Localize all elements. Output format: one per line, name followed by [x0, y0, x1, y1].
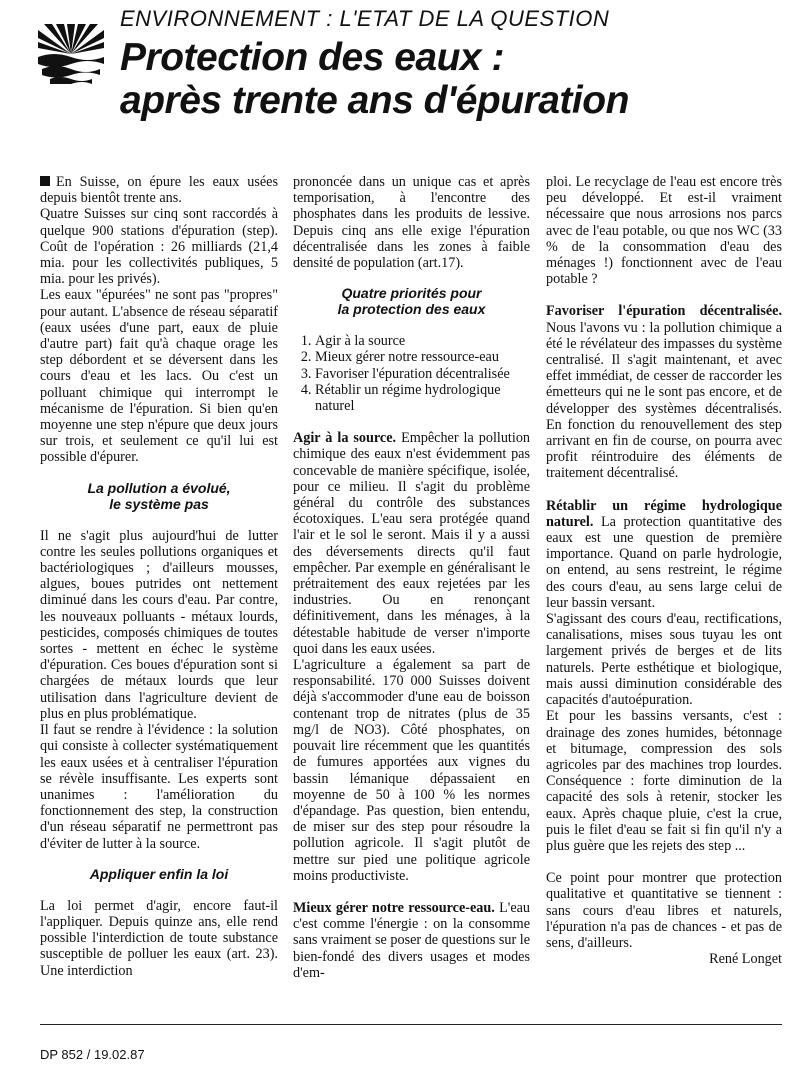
paragraph: L'agriculture a également sa part de responsabilité. 170 000 Suisses doivent déjà s'accommoder d'une eau de boisson contenant trop de nitrates (plus de 35 mg/l de NO3). Côté phosphates, on pouvait lire récemment que les quantités de fumures apportées aux vignes du bassin lémanique dépassaient en moyenne de 50 à 100 % les normes d'épandage. Pas question, bien entendu, de miser sur des step pour résoudre la pollution agricole. Il s'agit plutôt de mettre sur pied une politique agricole moins productiviste. [293, 657, 530, 884]
intro-paragraph: En Suisse, on épure les eaux usées depuis bientôt trente ans. [40, 174, 278, 207]
paragraph: Favoriser l'épuration décentralisée. Nous l'avons vu : la pollution chimique a été le révélateur des impasses du système centralisé. Il s'agit maintenant, et avec effet immédiat, de cesser de raccorder les émetteurs qui ne le sont pas encore, et de développer des systèmes décentralisés. En fonction du renouvellement des step arrivant en fin de course, on pourra avec profit réintroduire des éléments de traitement décentralisé. [546, 303, 782, 482]
paragraph: Il ne s'agit plus aujourd'hui de lutter contre les seules pollutions organiques et bactériologiques ; d'ailleurs mousses, algues, boues putrides ont nettement diminué dans les cours d'eau. Par contre, les nouveaux polluants - métaux lourds, pesticides, composés chimiques de toutes sortes - mettent en échec le système d'épuration. Ces boues d'épuration sont si chargées de métaux lourds que leur utilisation dans l'agriculture devient de plus en plus problématique. [40, 527, 278, 722]
article-title [120, 36, 629, 122]
list-item: 3. Favoriser l'épuration décentralisée [315, 366, 530, 382]
paragraph: S'agissant des cours d'eau, rectifications, canalisations, mises sous tuyau les ont largement privés de berges et de lits naturels. Perte esthétique et biologique, mais aussi diminution considérable des capacités d'autoépuration. [546, 611, 782, 709]
list-item: 2. Mieux gérer notre ressource-eau [315, 349, 530, 365]
paragraph: Agir à la source. Empêcher la pollution chimique des eaux n'est évidemment pas concevable de manière spécifique, isolée, pour ce milieu. Il s'agit du problème général du contrôle des substances écotoxiques. L'eau sera protégée quand l'air et le sol le seront. Mais il y a aussi des déversements directs qu'il faut empêcher. Par exemple en généralisant le prétraitement des eaux rejetées par les industries. Ou en renonçant définitivement, dans les ménages, à la détestable habitude de verser n'importe quoi dans les eaux usées. [293, 430, 531, 657]
paragraph: Ce point pour montrer que protection qualitative et quantitative se tiennent : sans cours d'eau libres et naturels, l'épuration n'a pas de chances - et pas de sens, d'ailleurs. [546, 870, 782, 951]
subheading: Appliquer enfin la loi [89, 865, 229, 882]
paragraph: prononcée dans un unique cas et après temporisation, à l'encontre des phosphates dans les produits de lessive. Depuis cinq ans elle exige l'épuration décentralisée dans les zones à faible densité de population (art.17). [293, 174, 530, 272]
paragraph: Les eaux "épurées" ne sont pas "propres" pour autant. L'absence de réseau séparatif (eaux usées d'une part, eaux de pluie d'autre part) fait qu'à chaque orage les step débordent et se déversent dans les cours d'eau et les lacs. Ou c'est un polluant chimique qui interrompt le mécanisme de l'épuration. Si bien qu'en moyenne une step n'épure que deux jours sur trois, et seulement ce qu'il lui est possible d'épurer. [40, 287, 278, 466]
title-line-1: Protection des eaux : [120, 36, 504, 79]
list-item: 1. Agir à la source [315, 333, 530, 349]
paragraph: Mieux gérer notre ressource-eau. L'eau c'est comme l'énergie : on la consomme sans vraiment se poser de questions sur le bien-fondé des divers usages et modes d'em- [293, 899, 531, 981]
issue-reference: DP 852 / 19.02.87 [40, 1047, 145, 1062]
subheading: La pollution a évolué, le système pas [87, 479, 231, 512]
run-in-heading: Rétablir un régime hydrologique naturel. [546, 497, 782, 530]
paragraph: Quatre Suisses sur cinq sont raccordés à quelque 900 stations d'épuration (step). Coût de l'opération : 26 milliards (21,4 mia. pour les collectivités publiques, 5 mia. pour les privés). [40, 206, 278, 288]
run-in-heading: Mieux gérer notre ressource-eau. [293, 899, 495, 916]
column-2 [293, 174, 530, 981]
list-item: 4. Rétablir un régime hydrologique naturel [315, 382, 530, 414]
subheading: Quatre priorités pour la protection des eaux [337, 285, 486, 318]
paragraph: Et pour les bassins versants, c'est : drainage des zones humides, bétonnage et bitumage, compression des sols agricoles par des machines trop lourdes. Conséquence : forte diminution de la capacité des sols à retenir, stocker les eaux. Après chaque pluie, c'est la crue, puis le filet d'eau se fait si fin qu'il n'y a plus guère que les rejets des step ... [546, 708, 782, 854]
section-kicker: ENVIRONNEMENT : L'ETAT DE LA QUESTION [120, 6, 610, 31]
column-1 [40, 174, 278, 979]
footer-rule [40, 1024, 782, 1025]
author-signature: René Longet [709, 951, 782, 968]
paragraph: La loi permet d'agir, encore faut-il l'appliquer. Depuis quinze ans, elle rend possible l'interdiction de toute substance susceptible de polluer les eaux (art. 23). Une interdiction [40, 897, 278, 979]
title-line-2: après trente ans d'épuration [120, 79, 629, 122]
paragraph: Il faut se rendre à l'évidence : la solution qui consiste à collecter systématiquement les eaux usées et à centraliser l'épuration se révèle insuffisante. Les experts sont unanimes : l'amélioration du fonctionnement des step, la construction d'un réseau séparatif ne permettront pas d'éviter de lutter à la source. [40, 722, 278, 852]
bullet-square-icon [40, 176, 50, 186]
column-3 [546, 174, 782, 967]
run-in-heading: Agir à la source. [293, 430, 397, 447]
run-in-heading: Favoriser l'épuration décentralisée. [546, 303, 782, 320]
sun-water-logo-icon [38, 24, 104, 84]
paragraph: Rétablir un régime hydrologique naturel. La protection quantitative des eaux est une question de première importance. Quand on parle hydrologie, on entend, au sens restreint, le régime des cours d'eau, au sens large celui de leur bassin versant. [546, 497, 782, 611]
priorities-list [293, 333, 530, 414]
paragraph: ploi. Le recyclage de l'eau est encore très peu développé. Et est-il vraiment nécessaire que nous arrosions nos parcs avec de l'eau potable, ou que nos WC (33 % de la consommation d'eau des ménages !) fonctionnent avec de l'eau potable ? [546, 174, 782, 288]
